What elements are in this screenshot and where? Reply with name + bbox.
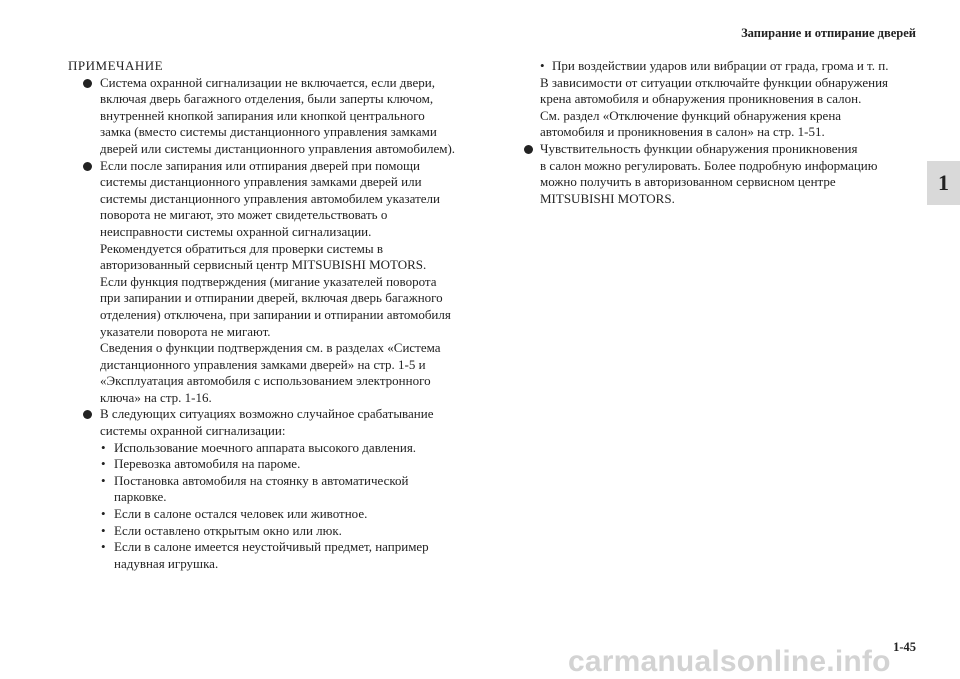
bullet-dot-icon	[83, 162, 92, 171]
text-line: Если после запирания или отпирания дверей при помощи	[100, 157, 421, 173]
section-title: Запирание и отпирание дверей	[741, 26, 916, 40]
sub-bullet-icon: •	[101, 439, 106, 455]
text-line: авторизованный сервисный центр MITSUBISHI MOTORS.	[100, 257, 427, 273]
text-line: системы дистанционного управления автомобилем указатели	[100, 190, 440, 206]
sub-item	[100, 456, 498, 473]
text-line: Использование моечного аппарата высокого давления.	[114, 439, 417, 455]
chapter-tab: 1	[927, 161, 960, 205]
text-line: системы дистанционного управления замками дверей или	[100, 174, 422, 190]
text-line: в салон можно регулировать. Более подробную информацию	[540, 157, 878, 173]
text-line: надувная игрушка.	[114, 555, 219, 571]
text-line: включая дверь багажного отделения, были заперты ключом,	[100, 91, 434, 107]
text-line: При воздействии ударов или вибрации от града, грома и т. п.	[552, 58, 889, 73]
watermark: carmanualsonline.info	[568, 645, 891, 678]
text-line: поворота не мигают, это может свидетельствовать о	[100, 207, 388, 223]
text-line: автомобиля и проникновения в салон» на стр. 1-51.	[540, 124, 825, 140]
text-line: В зависимости от ситуации отключайте функции обнаружения	[540, 74, 889, 90]
page-number: 1-45	[893, 640, 916, 654]
text-line: Постановка автомобиля на стоянку в автоматической	[114, 472, 409, 488]
text-line: крена автомобиля и обнаружения проникновения в салон.	[540, 91, 862, 107]
text-line: MITSUBISHI MOTORS.	[540, 190, 675, 206]
text-line: указатели поворота не мигают.	[100, 323, 271, 339]
sub-item	[100, 440, 498, 457]
text-line: Если оставлено открытым окно или люк.	[114, 522, 342, 538]
text-line: внутренней кнопкой запирания или кнопкой центрального	[100, 107, 425, 123]
sub-bullet-icon: •	[101, 522, 106, 538]
continuation-paragraph	[520, 75, 920, 141]
text-line: Сведения о функции подтверждения см. в разделах «Система	[100, 340, 441, 356]
note-heading: ПРИМЕЧАНИЕ	[68, 58, 164, 73]
note-bullet-4	[520, 141, 920, 207]
text-line: можно получить в авторизованном сервисном центре	[540, 174, 836, 190]
sub-item	[100, 473, 498, 506]
text-line: дверей или системы дистанционного управления автомобилем).	[100, 140, 456, 156]
text-line: неисправности системы охранной сигнализации.	[100, 223, 372, 239]
bullet-dot-icon	[524, 145, 533, 154]
sub-bullet-icon: •	[101, 472, 106, 488]
sub-bullet-icon: •	[101, 456, 106, 472]
text-line: Система охранной сигнализации не включается, если двери,	[100, 74, 435, 90]
text-line: Если функция подтверждения (мигание указателей поворота	[100, 273, 437, 289]
bullet-dot-icon	[83, 79, 92, 88]
text-line: «Эксплуатация автомобиля с использованием электронного	[100, 373, 431, 389]
text-line: Если в салоне имеется неустойчивый предмет, например	[114, 539, 429, 555]
left-column	[68, 58, 498, 572]
sub-bullet-icon: •	[101, 506, 106, 522]
note-bullet-3	[68, 406, 498, 572]
text-line: дистанционного управления замками дверей» на стр. 1-5 и	[100, 356, 426, 372]
sub-item	[100, 523, 498, 540]
note-bullet-1	[68, 75, 498, 158]
text-line: системы охранной сигнализации:	[100, 423, 286, 439]
right-column	[520, 58, 920, 207]
sub-item	[520, 58, 920, 75]
bullet-dot-icon	[83, 410, 92, 419]
text-line: при запирании и отпирании дверей, включая дверь багажного	[100, 290, 443, 306]
text-line: парковке.	[114, 489, 167, 505]
sub-bullet-icon: •	[540, 58, 545, 73]
sub-item	[100, 539, 498, 572]
sub-item	[100, 506, 498, 523]
note-bullet-2	[68, 158, 498, 407]
text-line: См. раздел «Отключение функций обнаружения крена	[540, 107, 842, 123]
text-line: замка (вместо системы дистанционного управления замками	[100, 124, 437, 140]
text-line: Если в салоне остался человек или животное.	[114, 506, 368, 522]
text-line: отделения) отключена, при запирании и отпирании автомобиля	[100, 306, 451, 322]
text-line: Перевозка автомобиля на пароме.	[114, 456, 301, 472]
text-line: Чувствительность функции обнаружения проникновения	[540, 140, 858, 156]
text-line: Рекомендуется обратиться для проверки системы в	[100, 240, 383, 256]
sub-bullet-icon: •	[101, 539, 106, 555]
text-line: ключа» на стр. 1-16.	[100, 389, 212, 405]
text-line: В следующих ситуациях возможно случайное срабатывание	[100, 406, 434, 422]
